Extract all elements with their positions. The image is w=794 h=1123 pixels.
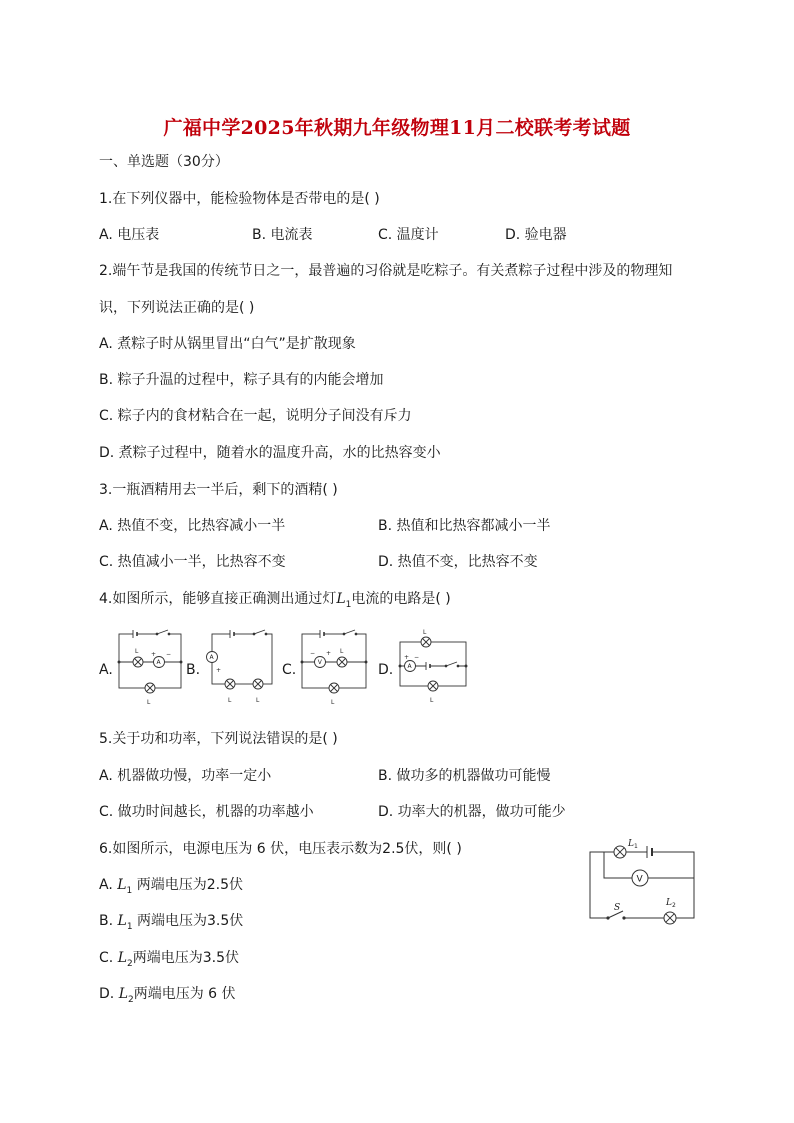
svg-text:+: + (326, 650, 332, 657)
q2-option-a[interactable]: A. 煮粽子时从锅里冒出“白气”是扩散现象 (99, 336, 356, 352)
svg-text:L: L (340, 648, 344, 655)
q2-option-d[interactable]: D. 煮粽子过程中，随着水的温度升高，水的比热容变小 (99, 445, 441, 461)
q4-circuit-a-diagram (113, 622, 185, 710)
q3-option-a[interactable]: A. 热值不变，比热容减小一半 (99, 518, 286, 534)
q2-option-c[interactable]: C. 粽子内的食材粘合在一起，说明分子间没有斥力 (99, 408, 412, 424)
svg-text:S: S (614, 903, 621, 913)
q3-option-b[interactable]: B. 热值和比热容都减小一半 (378, 518, 551, 534)
question-6-stem: 6.如图所示，电源电压为 6 伏，电压表示数为2.5伏，则( ) (99, 841, 462, 857)
svg-text:L: L (331, 699, 335, 706)
svg-text:L: L (666, 898, 672, 908)
q6-option-b[interactable]: B. $L_1$ 两端电压为3.5伏 (99, 913, 244, 932)
svg-text:2: 2 (672, 902, 676, 909)
svg-text:L: L (430, 697, 434, 704)
q5-option-b[interactable]: B. 做功多的机器做功可能慢 (378, 768, 551, 784)
q4-circuit-b-diagram (200, 622, 280, 710)
svg-text:L: L (256, 697, 260, 704)
q1-option-c[interactable]: C. 温度计 (378, 227, 439, 243)
q4-circuit-d-diagram (392, 622, 472, 710)
svg-text:+: + (216, 667, 222, 674)
q5-option-c[interactable]: C. 做功时间越长，机器的功率越小 (99, 804, 314, 820)
question-1-stem: 1.在下列仪器中，能检验物体是否带电的是( ) (99, 191, 380, 207)
q3-option-d[interactable]: D. 热值不变，比热容不变 (378, 554, 538, 570)
question-2-stem-line1: 2.端午节是我国的传统节日之一，最普遍的习俗就是吃粽子。有关煮粽子过程中涉及的物理知 (99, 263, 673, 279)
svg-text:1: 1 (634, 843, 638, 850)
q5-option-a[interactable]: A. 机器做功慢，功率一定小 (99, 768, 272, 784)
svg-text:−: − (166, 651, 172, 658)
q1-option-a[interactable]: A. 电压表 (99, 227, 160, 243)
svg-text:V: V (317, 659, 322, 667)
q4-option-d[interactable]: D. (378, 662, 394, 678)
svg-text:+: + (151, 651, 157, 658)
svg-text:A: A (407, 663, 412, 671)
q4-option-b[interactable]: B. (186, 662, 201, 678)
svg-text:L: L (423, 629, 427, 636)
svg-text:L: L (135, 648, 139, 655)
svg-text:A: A (209, 654, 214, 662)
question-2-stem-line2: 识，下列说法正确的是( ) (99, 300, 255, 316)
q4-option-c[interactable]: C. (282, 662, 297, 678)
question-3-stem: 3.一瓶酒精用去一半后，剩下的酒精( ) (99, 482, 338, 498)
q6-option-c[interactable]: C. $L_2$两端电压为3.5伏 (99, 950, 239, 969)
q4-circuit-c-diagram (296, 622, 372, 710)
q6-option-a[interactable]: A. $L_1$ 两端电压为2.5伏 (99, 877, 243, 896)
q1-option-b[interactable]: B. 电流表 (252, 227, 313, 243)
svg-text:L: L (147, 699, 151, 706)
svg-text:−: − (414, 654, 420, 661)
svg-text:+: + (404, 654, 410, 661)
q1-option-d[interactable]: D. 验电器 (505, 227, 567, 243)
section-heading: 一、单选题（30分） (99, 154, 229, 170)
svg-text:−: − (310, 650, 316, 657)
question-4-stem: 4.如图所示，能够直接正确测出通过灯$L_1$电流的电路是( ) (99, 591, 451, 610)
q2-option-b[interactable]: B. 粽子升温的过程中，粽子具有的内能会增加 (99, 372, 384, 388)
q5-option-d[interactable]: D. 功率大的机器，做功可能少 (378, 804, 566, 820)
q6-circuit-diagram (584, 834, 700, 926)
question-5-stem: 5.关于功和功率，下列说法错误的是( ) (99, 731, 338, 747)
q4-option-a[interactable]: A. (99, 662, 113, 678)
svg-text:L: L (228, 697, 232, 704)
q3-option-c[interactable]: C. 热值减小一半，比热容不变 (99, 554, 286, 570)
svg-text:L: L (628, 839, 634, 849)
svg-text:V: V (636, 874, 643, 885)
q6-option-d[interactable]: D. $L_2$两端电压为 6 伏 (99, 986, 236, 1005)
svg-text:A: A (156, 659, 161, 667)
page-title: 广福中学2025年秋期九年级物理11月二校联考考试题 (163, 117, 631, 139)
